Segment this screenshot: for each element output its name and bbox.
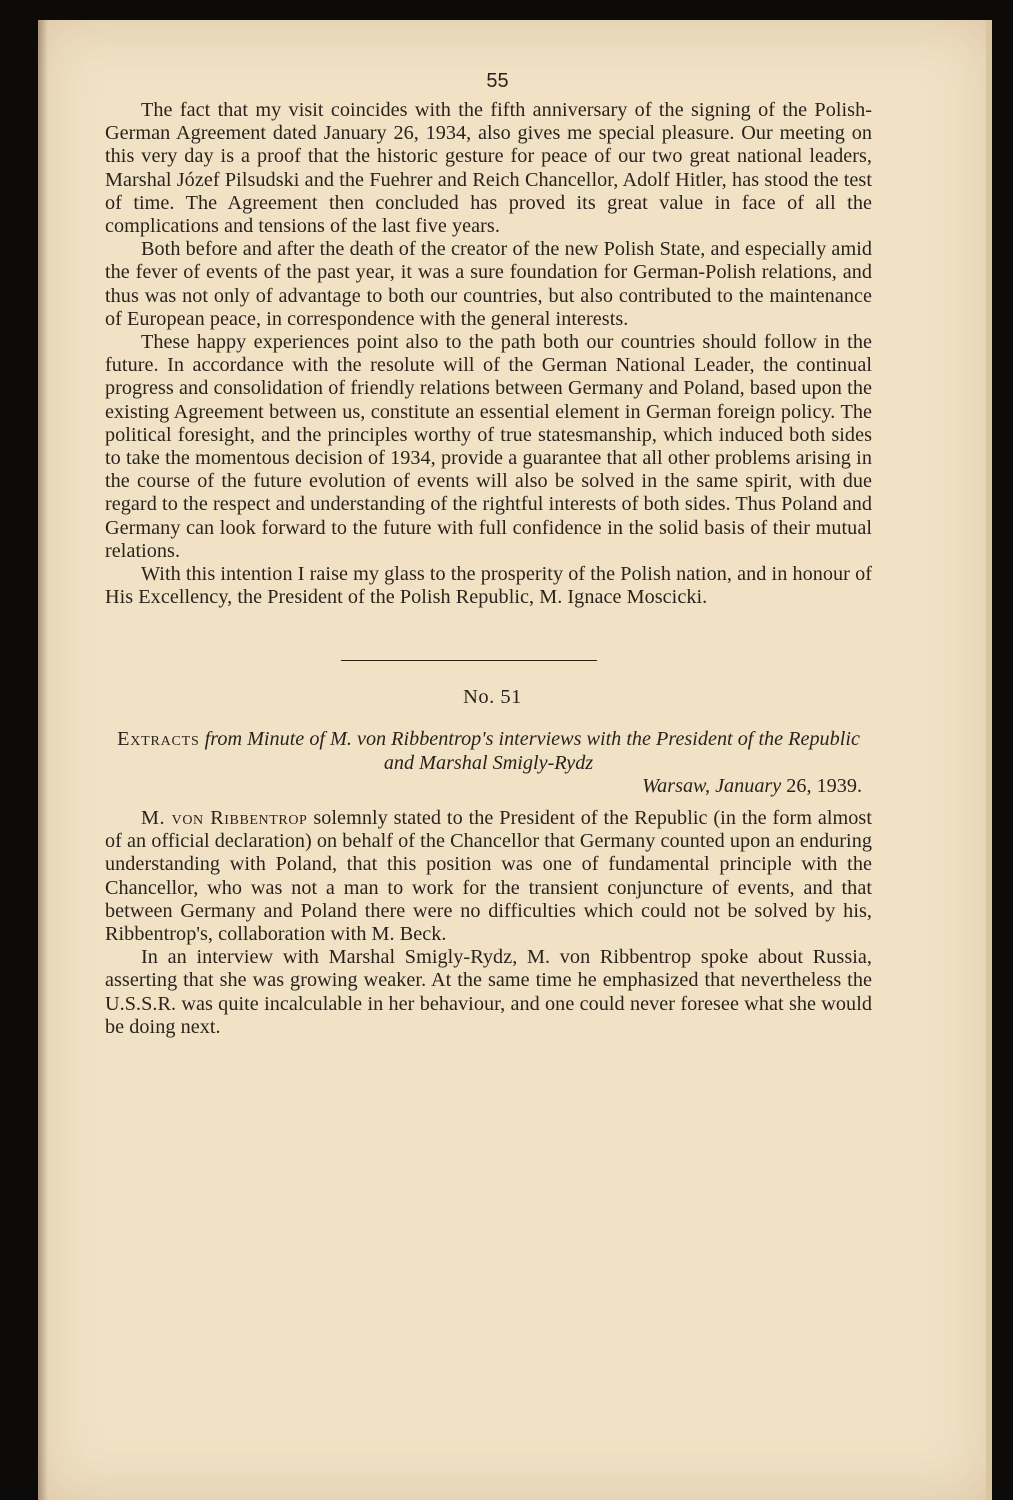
dateline-date: 26, 1939. bbox=[786, 775, 862, 798]
toast-paragraph-1: The fact that my visit coincides with the fifth anniversary of the signing of the Polish-German Agreement dated January 26, 1934, also gives me special pleasure. Our meeting on this very day is a proof that the historic gesture for peace of our two great national leaders, Marshal Józef Pilsudski and the Fuehrer and Reich Chancellor, Adolf Hitler, has stood the test of time. The Agreement then concluded has proved its great value in face of all the complications and tensions of the last five years. bbox=[105, 99, 872, 238]
document-paragraph-2: In an interview with Marshal Smigly-Rydz, M. von Ribbentrop spoke about Russia, asserting that she was growing weaker. At the same time he emphasized that nevertheless the U.S.S.R. was quite incalculable in her behaviour, and one could never foresee what she would be doing next. bbox=[105, 946, 872, 1038]
toast-paragraph-3: These happy experiences point also to the path both our countries should follow in the future. In accordance with the resolute will of the German National Leader, the continual progress and consolidation of friendly relations between Germany and Poland, based upon the existing Agreement between us, constitute an essential element in German foreign policy. The political foresight, and the principles worthy of true statesmanship, which induced both sides to take the momentous decision of 1934, provide a guarantee that all other problems arising in the course of the future evolution of events will also be solved in the same spirit, with due regard to the respect and understanding of the rightful interests of both sides. Thus Poland and Germany can look forward to the future with full confidence in the solid basis of their mutual relations. bbox=[105, 331, 872, 562]
page-edge bbox=[986, 20, 992, 1500]
document-paragraph-1 bbox=[105, 807, 872, 946]
document-heading-title: from Minute of M. von Ribbentrop's interviews with the President of the Republic and Marshal Smigly-Rydz bbox=[204, 728, 860, 774]
page-content bbox=[105, 70, 872, 1039]
document-heading bbox=[105, 728, 872, 775]
document-heading-lead: Extracts bbox=[117, 728, 200, 751]
toast-paragraph-2: Both before and after the death of the creator of the new Polish State, and especially amid the fever of events of the past year, it was a sure foundation for German-Polish relations, and thus was not only of advantage to both our countries, but also contributed to the maintenance of European peace, in correspondence with the general interests. bbox=[105, 238, 872, 330]
dateline-place: Warsaw, January bbox=[642, 775, 782, 798]
document-dateline bbox=[105, 775, 862, 799]
book-page bbox=[38, 20, 992, 1500]
document-number: No. 51 bbox=[463, 686, 522, 709]
document-paragraph-1-text: solemnly stated to the President of the Republic (in the form almost of an official declaration) on behalf of the Chancellor that Germany counted upon an enduring understanding with Poland, that this position was one of fundamental principle with the Chancellor, who was not a man to work for the transient conjuncture of events, and that between Germany and Poland there were no difficulties which could not be solved by his, Ribbentrop's, collaboration with M. Beck. bbox=[105, 806, 873, 945]
toast-paragraph-4: With this intention I raise my glass to the prosperity of the Polish nation, and in honour of His Excellency, the President of the Polish Republic, M. Ignace Moscicki. bbox=[105, 563, 872, 609]
page-number: 55 bbox=[486, 70, 509, 92]
binding-shadow bbox=[38, 20, 48, 1500]
document-paragraph-1-lead: M. von Ribbentrop bbox=[141, 806, 308, 829]
section-divider bbox=[341, 660, 597, 661]
